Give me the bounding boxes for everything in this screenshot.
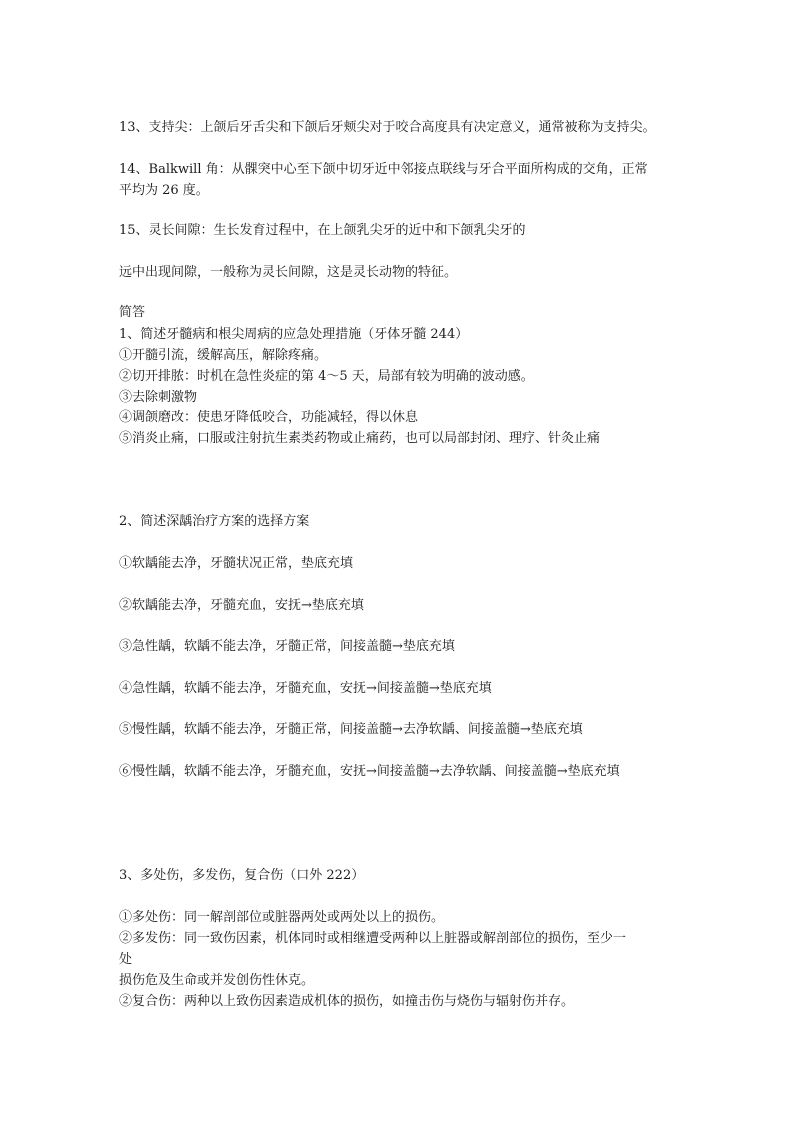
question-3-item: ①多处伤：同一解剖部位或脏器两处或两处以上的损伤。 bbox=[119, 910, 445, 925]
question-3-item: ②多发伤：同一致伤因素，机体同时或相继遭受两种以上脏器或解剖部位的损伤，至少一 bbox=[119, 931, 627, 946]
question-1-item: ⑤消炎止痛，口服或注射抗生素类药物或止痛药，也可以局部封闭、理疗、针灸止痛 bbox=[119, 431, 601, 446]
definition-13: 13、支持尖：上颌后牙舌尖和下颌后牙颊尖对于咬合高度具有决定意义，通常被称为支持尖。 bbox=[119, 120, 656, 135]
question-1-title: 1、简述牙髓病和根尖周病的应急处理措施（牙体牙髓 244） bbox=[119, 327, 469, 342]
question-2-item: ⑥慢性龋，软龋不能去净，牙髓充血，安抚→间接盖髓→去净软龋、间接盖髓→垫底充填 bbox=[119, 764, 620, 779]
question-2-item: ⑤慢性龋，软龋不能去净，牙髓正常，间接盖髓→去净软龋、间接盖髓→垫底充填 bbox=[119, 722, 583, 737]
question-2-item: ④急性龋，软龋不能去净，牙髓充血，安抚→间接盖髓→垫底充填 bbox=[119, 681, 492, 696]
question-3-item: 损伤危及生命或并发创伤性休克。 bbox=[119, 973, 315, 988]
question-2-item: ②软龋能去净，牙髓充血，安抚→垫底充填 bbox=[119, 598, 364, 613]
question-2-title: 2、简述深龋治疗方案的选择方案 bbox=[119, 514, 310, 529]
question-1-item: ①开髓引流，缓解高压，解除疼痛。 bbox=[119, 348, 328, 363]
question-2-item: ①软龋能去净，牙髓状况正常，垫底充填 bbox=[119, 556, 354, 571]
definition-14-line-2: 平均为 26 度。 bbox=[119, 183, 209, 198]
question-3-item: ②复合伤：两种以上致伤因素造成机体的损伤，如撞击伤与烧伤与辐射伤并存。 bbox=[119, 994, 575, 1009]
question-2-item: ③急性龋，软龋不能去净，牙髓正常，间接盖髓→垫底充填 bbox=[119, 639, 455, 654]
question-3-title: 3、多处伤，多发伤，复合伤（口外 222） bbox=[119, 868, 365, 883]
section-heading: 简答 bbox=[119, 305, 146, 320]
question-1-item: ③去除刺激物 bbox=[119, 390, 198, 405]
question-3-item: 处 bbox=[119, 952, 133, 967]
question-1-item: ②切开排脓：时机在急性炎症的第 4～5 天，局部有较为明确的波动感。 bbox=[119, 369, 534, 384]
definition-15-line-2: 远中出现间隙，一般称为灵长间隙，这是灵长动物的特征。 bbox=[119, 265, 458, 280]
definition-15-line-1: 15、灵长间隙：生长发育过程中，在上颌乳尖牙的近中和下颌乳尖牙的 bbox=[119, 223, 526, 238]
question-1-item: ④调颌磨改：使患牙降低咬合，功能减轻，得以休息 bbox=[119, 410, 419, 425]
definition-14-line-1: 14、Balkwill 角：从髁突中心至下颌中切牙近中邻接点联线与牙合平面所构成的交角，正常 bbox=[119, 162, 648, 177]
